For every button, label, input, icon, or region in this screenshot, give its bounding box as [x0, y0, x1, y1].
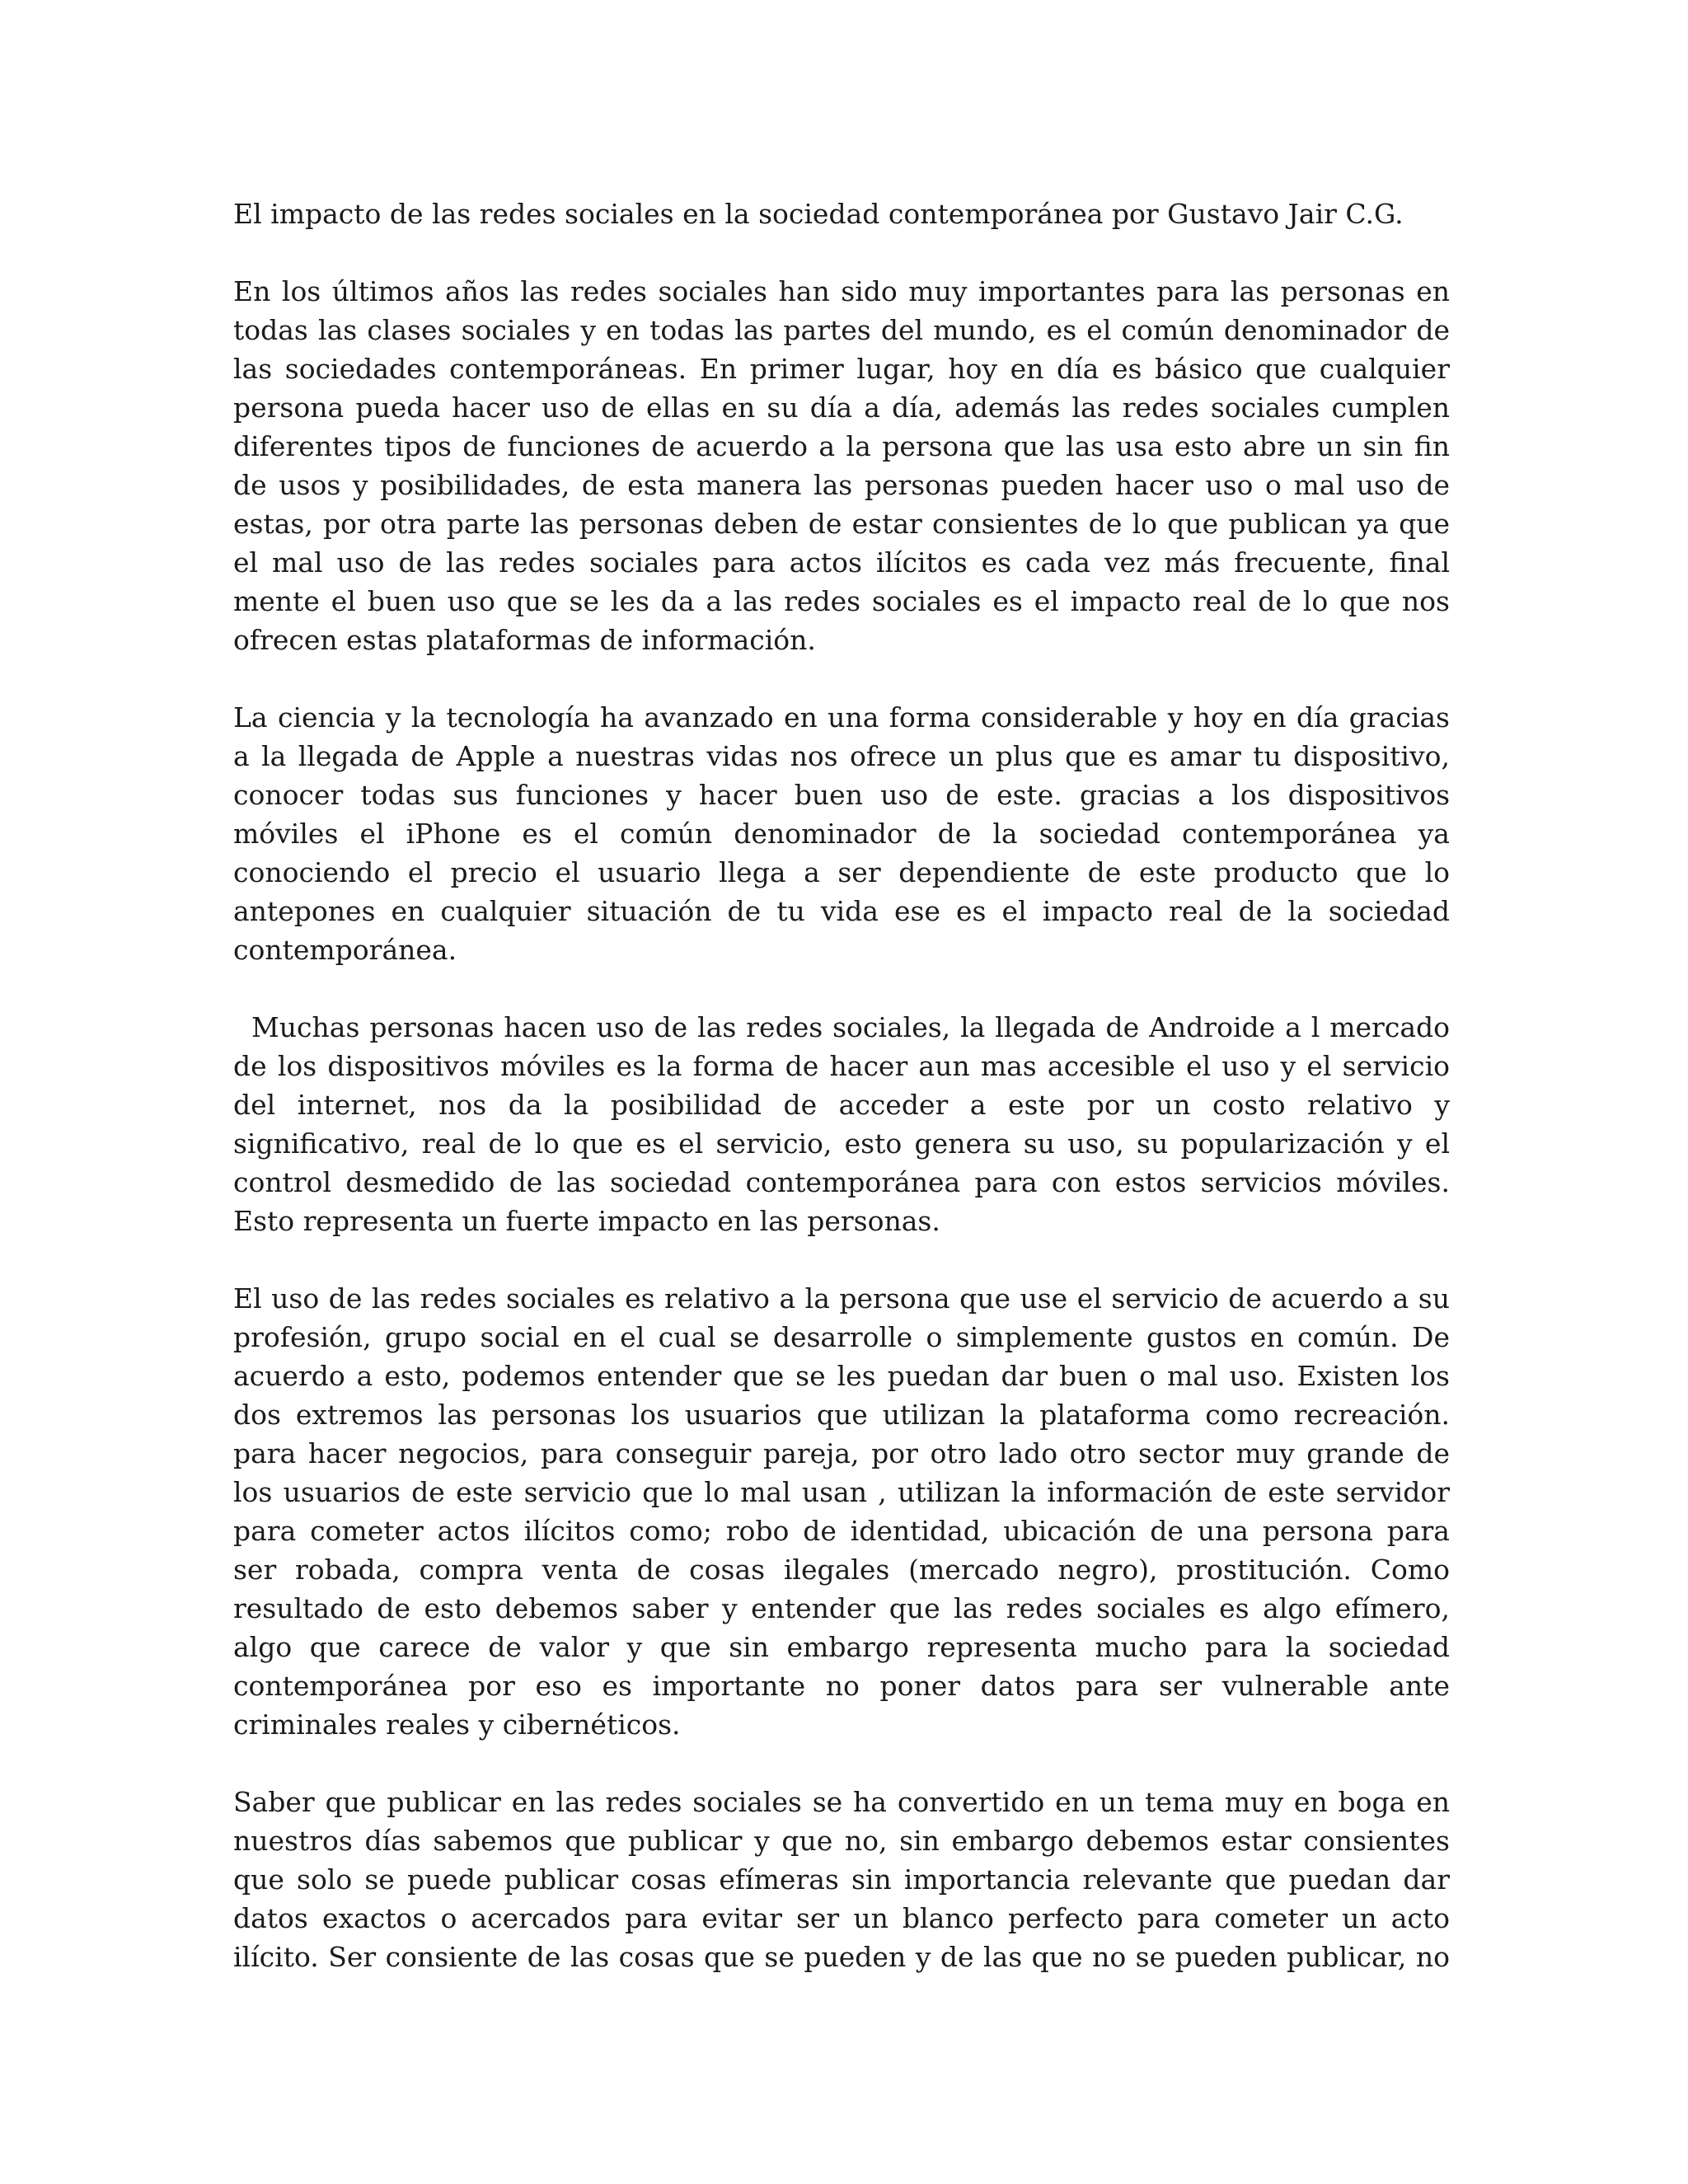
text-line: los usuarios de este servicio que lo mal usan , utilizan la información de este servidor	[233, 1476, 1450, 1508]
text-line: de los dispositivos móviles es la forma de hacer aun mas accesible el uso y el servicio	[233, 1050, 1450, 1082]
paragraph-1	[233, 272, 1450, 659]
text-line: conocer todas sus funciones y hacer buen uso de este. gracias a los dispositivos	[233, 779, 1450, 811]
text-line: control desmedido de las sociedad contemporánea para con estos servicios móviles.	[233, 1166, 1450, 1198]
text-line: persona pueda hacer uso de ellas en su día a día, además las redes sociales cumplen	[233, 391, 1450, 424]
text-line: criminales reales y cibernéticos.	[233, 1708, 681, 1741]
text-line: resultado de esto debemos saber y entender que las redes sociales es algo efímero,	[233, 1592, 1450, 1624]
document-title: El impacto de las redes sociales en la sociedad contemporánea por Gustavo Jair C.G.	[233, 198, 1404, 230]
text-line: significativo, real de lo que es el servicio, esto genera su uso, su popularización y el	[233, 1127, 1450, 1160]
text-line: contemporánea por eso es importante no poner datos para ser vulnerable ante	[233, 1670, 1450, 1702]
text-line: a la llegada de Apple a nuestras vidas nos ofrece un plus que es amar tu dispositivo,	[233, 740, 1450, 772]
paragraph-spacer	[233, 1240, 1450, 1279]
text-line: diferentes tipos de funciones de acuerdo a la persona que las usa esto abre un sin fin	[233, 430, 1450, 462]
text-line: mente el buen uso que se les da a las redes sociales es el impacto real de lo que nos	[233, 585, 1450, 617]
paragraph-4	[233, 1279, 1450, 1744]
text-line: El uso de las redes sociales es relativo a la persona que use el servicio de acuerdo a su	[233, 1282, 1450, 1315]
text-line: Muchas personas hacen uso de las redes sociales, la llegada de Androide a l mercado	[251, 1011, 1450, 1043]
text-line: datos exactos o acercados para evitar ser un blanco perfecto para cometer un acto	[233, 1902, 1450, 1934]
paragraph-spacer	[233, 969, 1450, 1008]
text-line: para hacer negocios, para conseguir pareja, por otro lado otro sector muy grande de	[233, 1437, 1450, 1469]
text-line: Esto representa un fuerte impacto en las personas.	[233, 1205, 940, 1237]
paragraph-spacer	[233, 659, 1450, 698]
text-line: que solo se puede publicar cosas efímeras sin importancia relevante que puedan dar	[233, 1863, 1450, 1896]
text-line: acuerdo a esto, podemos entender que se les puedan dar buen o mal uso. Existen los	[233, 1360, 1450, 1392]
text-line: ofrecen estas plataformas de información.	[233, 624, 816, 656]
text-line: de usos y posibilidades, de esta manera las personas pueden hacer uso o mal uso de	[233, 469, 1450, 501]
text-line: móviles el iPhone es el común denominador de la sociedad contemporánea ya	[233, 818, 1450, 850]
text-line: Saber que publicar en las redes sociales se ha convertido en un tema muy en boga en	[233, 1786, 1450, 1818]
text-line: contemporánea.	[233, 934, 457, 966]
text-line: el mal uso de las redes sociales para actos ilícitos es cada vez más frecuente, final	[233, 546, 1450, 579]
document-page	[233, 194, 1450, 1976]
text-line: todas las clases sociales y en todas las partes del mundo, es el común denominador de	[233, 314, 1450, 346]
text-line: La ciencia y la tecnología ha avanzado en una forma considerable y hoy en día gracias	[233, 701, 1450, 733]
text-line: conociendo el precio el usuario llega a ser dependiente de este producto que lo	[233, 856, 1450, 888]
text-line: En los últimos años las redes sociales han sido muy importantes para las personas en	[233, 275, 1450, 307]
text-line: nuestros días sabemos que publicar y que no, sin embargo debemos estar consientes	[233, 1825, 1450, 1857]
text-line: algo que carece de valor y que sin embargo representa mucho para la sociedad	[233, 1631, 1450, 1663]
text-line: ser robada, compra venta de cosas ilegales (mercado negro), prostitución. Como	[233, 1554, 1450, 1586]
paragraph-2	[233, 698, 1450, 969]
text-line: del internet, nos da la posibilidad de acceder a este por un costo relativo y	[233, 1089, 1450, 1121]
paragraph-spacer	[233, 1744, 1450, 1783]
paragraph-3	[233, 1008, 1450, 1240]
text-line: antepones en cualquier situación de tu vida ese es el impacto real de la sociedad	[233, 895, 1450, 927]
text-line: ilícito. Ser consiente de las cosas que se pueden y de las que no se pueden publicar, no	[233, 1941, 1450, 1973]
text-line: profesión, grupo social en el cual se desarrolle o simplemente gustos en común. De	[233, 1321, 1450, 1353]
text-line: estas, por otra parte las personas deben de estar consientes de lo que publican ya que	[233, 508, 1450, 540]
text-line: para cometer actos ilícitos como; robo de identidad, ubicación de una persona para	[233, 1515, 1450, 1547]
paragraph-5	[233, 1783, 1450, 1976]
text-line: dos extremos las personas los usuarios que utilizan la plataforma como recreación.	[233, 1399, 1450, 1431]
paragraph-spacer	[233, 233, 1450, 272]
text-line: las sociedades contemporáneas. En primer lugar, hoy en día es básico que cualquier	[233, 353, 1450, 385]
